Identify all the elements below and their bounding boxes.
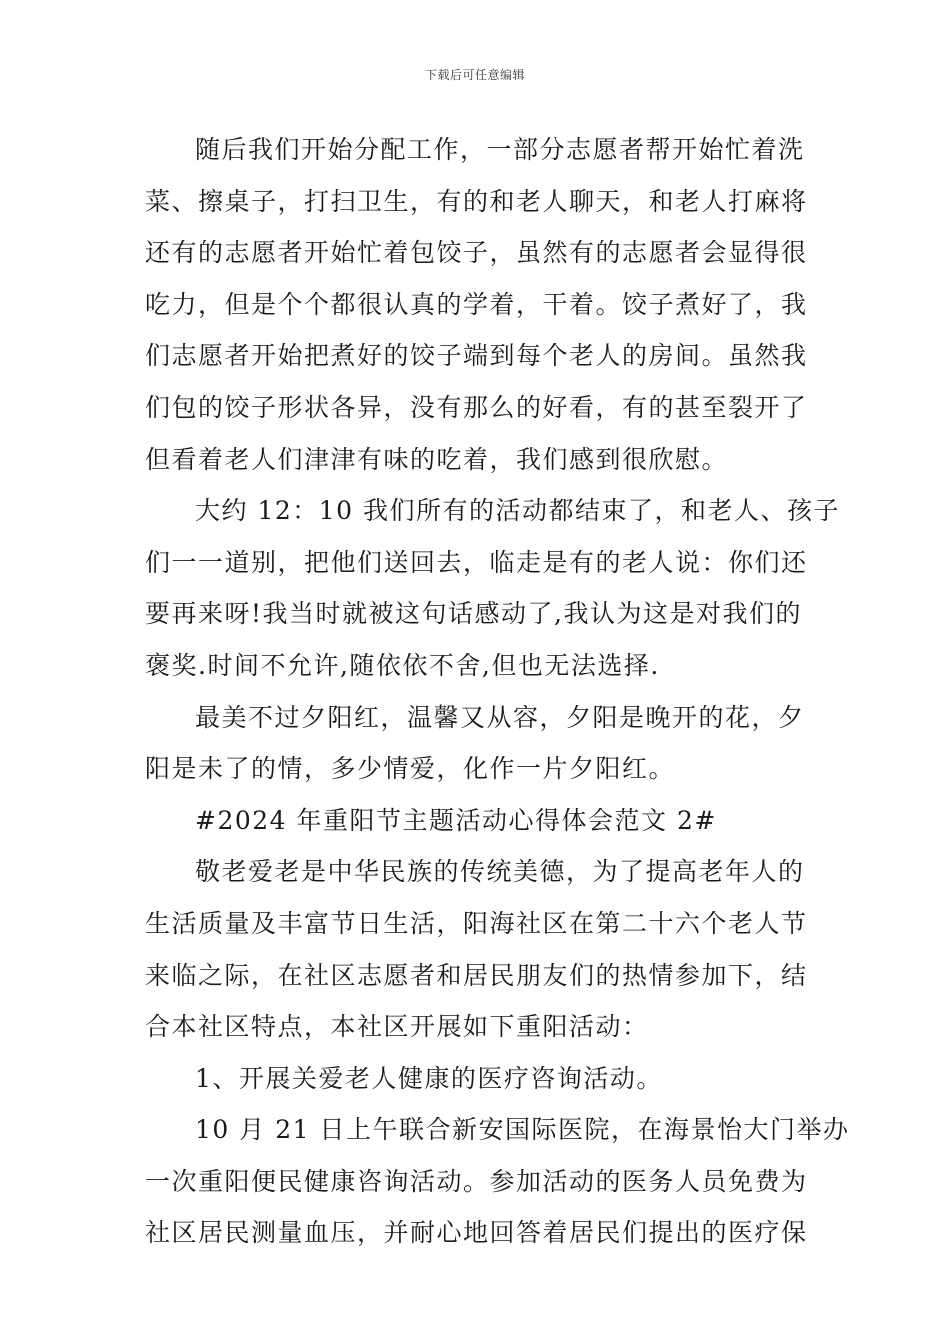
text-line: 们包的饺子形状各异，没有那么的好看，有的甚至裂开了	[145, 392, 808, 422]
paragraph-sunset	[145, 692, 807, 795]
paragraph-farewell	[145, 485, 841, 691]
text-line: 10 月 21 日上午联合新安国际医院，在海景怡大门举办	[195, 1115, 850, 1145]
text-line: 最美不过夕阳红，温馨又从容，夕阳是晚开的花，夕	[195, 702, 805, 732]
text-line: 社区居民测量血压，并耐心地回答着居民们提出的医疗保	[145, 1218, 808, 1248]
text-line: 还有的志愿者开始忙着包饺子，虽然有的志愿者会显得很	[145, 238, 808, 268]
text-line: 合本社区特点，本社区开展如下重阳活动：	[145, 1012, 649, 1042]
paragraph-volunteer-work	[145, 124, 807, 485]
list-item-heading	[145, 1053, 807, 1105]
text-line: 大约 12：10 我们所有的活动都结束了，和老人、孩子	[195, 496, 841, 526]
text-line: 褒奖.时间不允许,随依依不舍,但也无法选择.	[145, 650, 660, 680]
text-line: 随后我们开始分配工作，一部分志愿者帮开始忙着洗	[195, 135, 805, 164]
text-line: 一次重阳便民健康咨询活动。参加活动的医务人员免费为	[145, 1166, 808, 1196]
text-line: 生活质量及丰富节日生活，阳海社区在第二十六个老人节	[145, 908, 808, 938]
paragraph-introduction	[145, 846, 807, 1052]
section-title: #2024 年重阳节主题活动心得体会范文 2#	[195, 805, 717, 835]
text-line: 阳是未了的情，多少情爱，化作一片夕阳红。	[145, 754, 676, 784]
list-item-title: 1、开展关爱老人健康的医疗咨询活动。	[195, 1063, 663, 1093]
paragraph-health-consultation	[145, 1104, 850, 1259]
text-line: 吃力，但是个个都很认真的学着，干着。饺子煮好了，我	[145, 289, 808, 319]
text-line: 们一一道别，把他们送回去，临走是有的老人说：你们还	[145, 547, 808, 577]
section-heading	[145, 795, 807, 847]
text-line: 但看着老人们津津有味的吃着，我们感到很欣慰。	[145, 444, 729, 474]
text-line: 们志愿者开始把煮好的饺子端到每个老人的房间。虽然我	[145, 341, 808, 371]
text-line: 来临之际，在社区志愿者和居民朋友们的热情参加下，结	[145, 960, 808, 990]
document-body	[145, 124, 850, 1259]
text-line: 要再来呀!我当时就被这句话感动了,我认为这是对我们的	[145, 599, 802, 629]
text-line: 菜、擦桌子，打扫卫生，有的和老人聊天，和老人打麻将	[145, 186, 808, 216]
page-header-note: 下载后可任意编辑	[424, 68, 525, 82]
text-line: 敬老爱老是中华民族的传统美德，为了提高老年人的	[195, 857, 805, 887]
